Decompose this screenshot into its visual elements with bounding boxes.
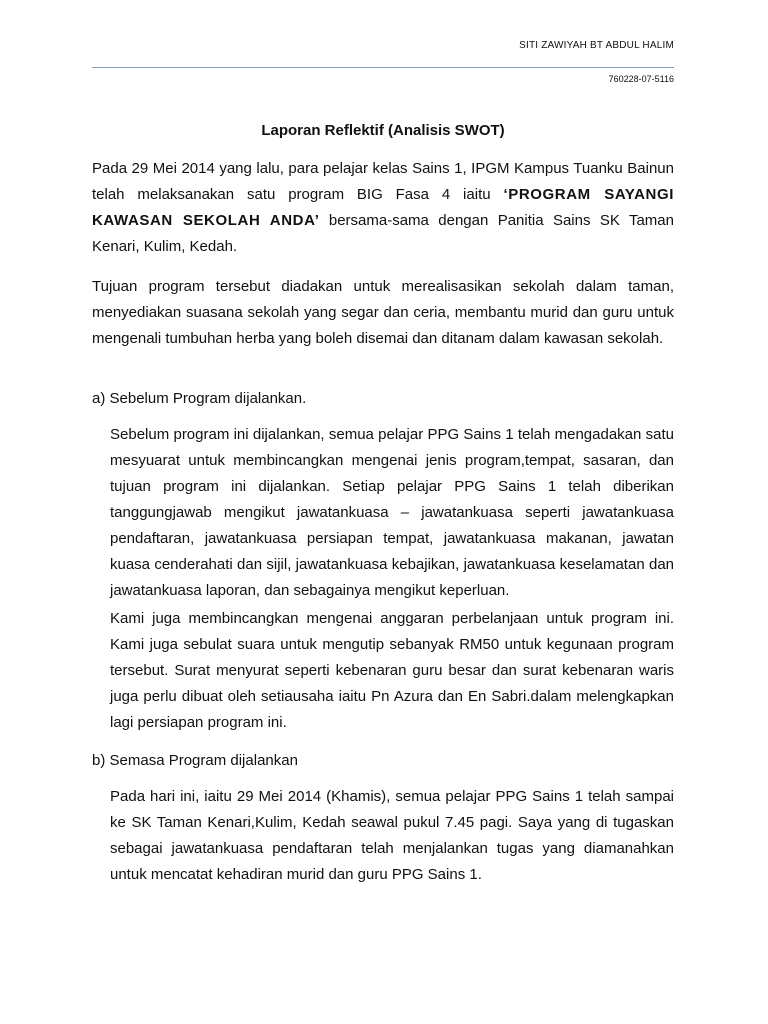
- header-id-number: 760228-07-5116: [608, 74, 674, 84]
- section-b-heading: b) Semasa Program dijalankan: [92, 752, 298, 769]
- section-a-paragraph-2: Kami juga membincangkan mengenai anggaran perbelanjaan untuk program ini. Kami juga sebulat suara untuk mengutip sebanyak RM50 untuk kegunaan program tersebut. Surat menyurat seperti kebenaran guru besar dan surat kebenaran waris juga perlu dibuat oleh setiausaha iaitu Pn Azura dan En Sabri.dalam melengkapkan lagi persiapan program ini.: [110, 610, 674, 731]
- header-author-name: SITI ZAWIYAH BT ABDUL HALIM: [519, 40, 674, 51]
- intro-text-end: bersama-sama dengan Panitia Sains SK Taman Kenari, Kulim, Kedah.: [92, 212, 674, 255]
- section-a-heading: a) Sebelum Program dijalankan.: [92, 390, 307, 407]
- document-title: Laporan Reflektif (Analisis SWOT): [261, 122, 505, 139]
- section-b-paragraph-1: Pada hari ini, iaitu 29 Mei 2014 (Khamis), semua pelajar PPG Sains 1 telah sampai ke SK Taman Kenari,Kulim, Kedah seawal pukul 7.45 pagi. Saya yang di tugaskan sebagai jawatankuasa pendaftaran telah menjalankan tugas yang diamanahkan untuk mencatat kehadiran murid dan guru PPG Sains 1.: [110, 788, 674, 883]
- header-divider: [92, 67, 674, 68]
- program-name-bold: ‘PROGRAM SAYANGI KAWASAN SEKOLAH ANDA’: [92, 186, 675, 229]
- intro-paragraph-2: Tujuan program tersebut diadakan untuk merealisasikan sekolah dalam taman, menyediakan suasana sekolah yang segar dan ceria, membantu murid dan guru untuk mengenali tumbuhan herba yang boleh disemai dan ditanam dalam kawasan sekolah.: [92, 278, 674, 347]
- intro-paragraph-1: [92, 156, 674, 260]
- intro-text-start: Pada 29 Mei 2014 yang lalu, para pelajar kelas Sains 1, IPGM Kampus Tuanku Bainun telah melaksanakan satu program BIG Fasa 4 iaitu: [92, 160, 674, 203]
- section-a-paragraph-1: Sebelum program ini dijalankan, semua pelajar PPG Sains 1 telah mengadakan satu mesyuarat untuk membincangkan mengenai jenis program,tempat, sasaran, dan tujuan program ini dijalankan. Setiap pelajar PPG Sains 1 telah diberikan tanggungjawab mengikut jawatankuasa – jawatankuasa seperti jawatankuasa pendaftaran, jawatankuasa persiapan tempat, jawatankuasa makanan, jawatan kuasa cenderahati dan sijil, jawatankuasa kebajikan, jawatankuasa keselamatan dan jawatankuasa laporan, dan sebagainya mengikut keperluan.: [110, 426, 674, 599]
